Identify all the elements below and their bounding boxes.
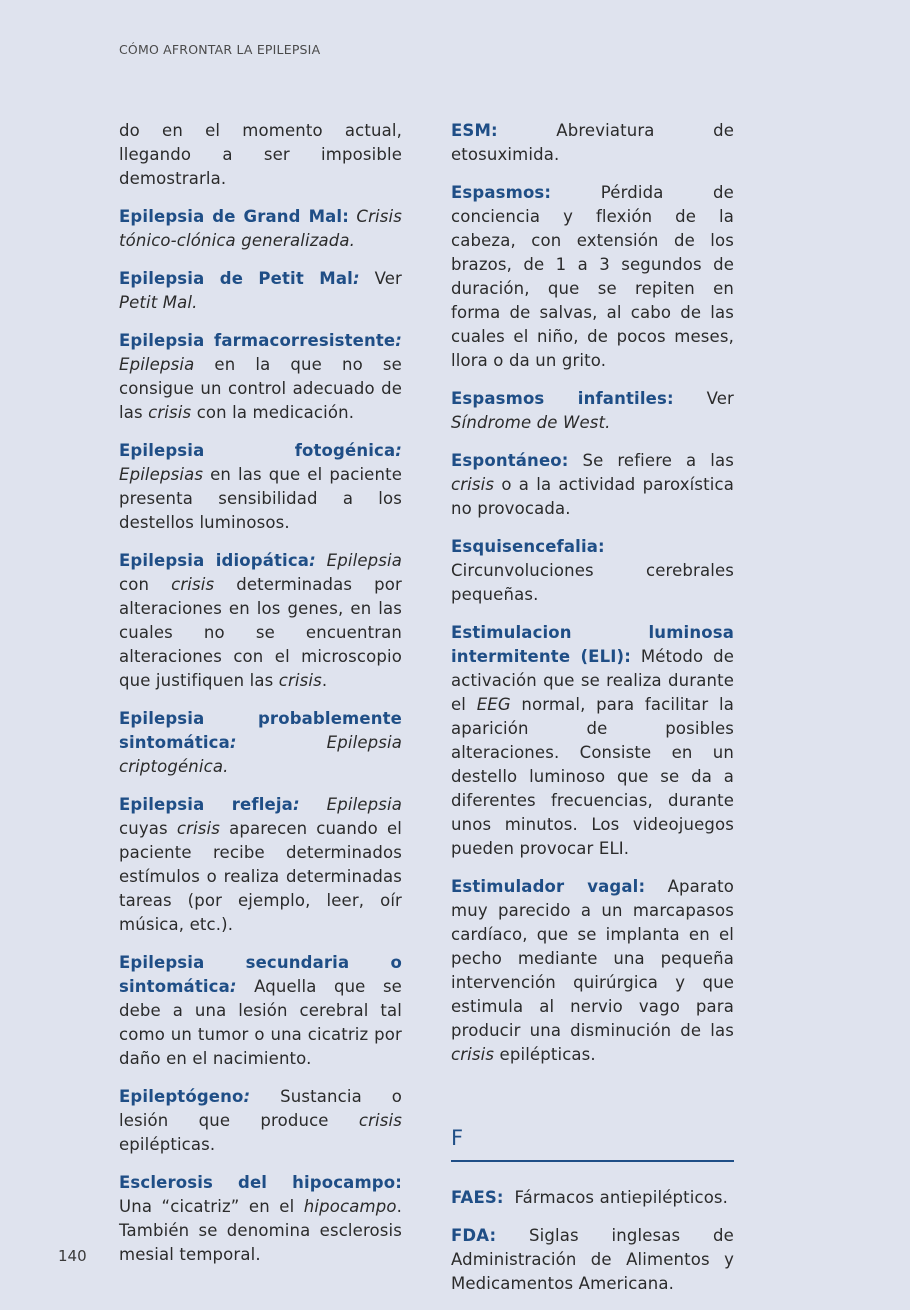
glossary-entry	[119, 205, 402, 253]
running-header: CÓMO AFRONTAR LA EPILEPSIA	[119, 42, 321, 57]
entry-term: FDA:	[451, 1226, 497, 1245]
section-letter: F	[451, 1126, 464, 1150]
glossary-entry: Epilepsia refleja: Epilepsia cuyas crisis aparecen cuando el paciente recibe determinados estímulos o realiza determinadas tareas (por ejemplo, leer, oír música, etc.).	[119, 795, 402, 934]
entry-term: Estimulacion luminosa intermitente (ELI):	[451, 623, 734, 666]
glossary-entry: Espontáneo: Se refiere a las crisis o a la actividad paroxística no provocada.	[451, 451, 735, 518]
entry-term: FAES:	[451, 1188, 504, 1207]
entry-term: Espontáneo:	[451, 451, 569, 470]
entry-term: Epileptógeno	[119, 1087, 244, 1106]
glossary-entry: ESM: Abreviatura de etosuximida.	[451, 121, 734, 164]
entry-term: Epilepsia refleja	[119, 795, 293, 814]
section-heading-f	[451, 1125, 734, 1162]
glossary-entry: Estimulacion luminosa intermitente (ELI): Método de activación que se realiza durante el EEG normal, para facilitar la aparición de posibles alteraciones. Consiste en un destello luminoso que se da a diferentes frecuencias, durante unos minutos. Los videojuegos pueden provocar ELI.	[451, 623, 734, 858]
entry-definition: Crisis tónico-clónica generalizada.	[119, 207, 402, 250]
entry-term: Epilepsia de Petit Mal	[119, 269, 353, 288]
glossary-entry: Espasmos infantiles: Ver Síndrome de West.	[451, 389, 734, 432]
entry-term: ESM:	[451, 121, 498, 140]
glossary-entry: Esclerosis del hipocampo: Una “cicatriz” en el hipocampo. También se denomina esclerosis mesial temporal.	[119, 1173, 402, 1264]
entry-term: Epilepsia fotogénica	[119, 441, 396, 460]
glossary-entry: Epilepsia idiopática: Epilepsia con crisis determinadas por alteraciones en los genes, en las cuales no se encuentran alteraciones con el microscopio que justifiquen las crisis.	[119, 551, 402, 690]
entry-term: Epilepsia secundaria o sintomática	[119, 953, 402, 996]
entry-term: Epilepsia de Grand Mal:	[119, 207, 349, 226]
entry-term: Esclerosis del hipocampo:	[119, 1173, 402, 1192]
glossary-entry: Epilepsia probablemente sintomática: Epilepsia criptogénica.	[119, 709, 402, 776]
glossary-entry: Epileptógeno: Sustancia o lesión que produce crisis epilépticas.	[119, 1087, 402, 1154]
entry-term: Epilepsia farmacorresistente	[119, 331, 396, 350]
entry-term: Estimulador vagal:	[451, 877, 646, 896]
entry-term: Espasmos infantiles:	[451, 389, 674, 408]
entry-term: Epilepsia probablemente sintomática	[119, 709, 402, 752]
glossary-entry: FDA: Siglas inglesas de Administración de Alimentos y Medicamentos Americana.	[451, 1226, 734, 1293]
glossary-entry	[119, 119, 402, 191]
entry-term: Espasmos:	[451, 183, 552, 202]
glossary-entry: Espasmos: Pérdida de conciencia y flexión de la cabeza, con extensión de los brazos, de 1 a 3 segundos de duración, que se repiten en forma de salvas, al cabo de las cuales el niño, de pocos meses, llora o da un grito.	[451, 183, 734, 370]
glossary-entry: FAES: Fármacos antiepilépticos.	[451, 1188, 729, 1207]
left-column	[119, 119, 402, 1281]
entry-term: Epilepsia idiopática	[119, 551, 310, 570]
entry-term: Esquisencefalia:	[451, 537, 605, 556]
right-column	[451, 119, 734, 1310]
glossary-entry: Epilepsia farmacorresistente: Epilepsia en la que no se consigue un control adecuado de las crisis con la medicación.	[119, 331, 402, 422]
glossary-entry: Epilepsia secundaria o sintomática: Aquella que se debe a una lesión cerebral tal como un tumor o una cicatriz por daño en el nacimiento.	[119, 953, 402, 1068]
glossary-entry: Esquisencefalia: Circunvoluciones cerebrales pequeñas.	[451, 537, 734, 604]
glossary-entry: Epilepsia de Petit Mal: Ver Petit Mal.	[119, 269, 402, 312]
glossary-entry: Epilepsia fotogénica: Epilepsias en las que el paciente presenta sensibilidad a los destellos luminosos.	[119, 441, 403, 532]
glossary-entry: Estimulador vagal: Aparato muy parecido a un marcapasos cardíaco, que se implanta en el pecho mediante una pequeña intervención quirúrgica y que estimula al nervio vago para producir una disminución de las crisis epilépticas.	[451, 877, 734, 1064]
page-number: 140	[58, 1247, 87, 1265]
entry-text: do en el momento actual, llegando a ser imposible demostrarla.	[119, 121, 402, 188]
